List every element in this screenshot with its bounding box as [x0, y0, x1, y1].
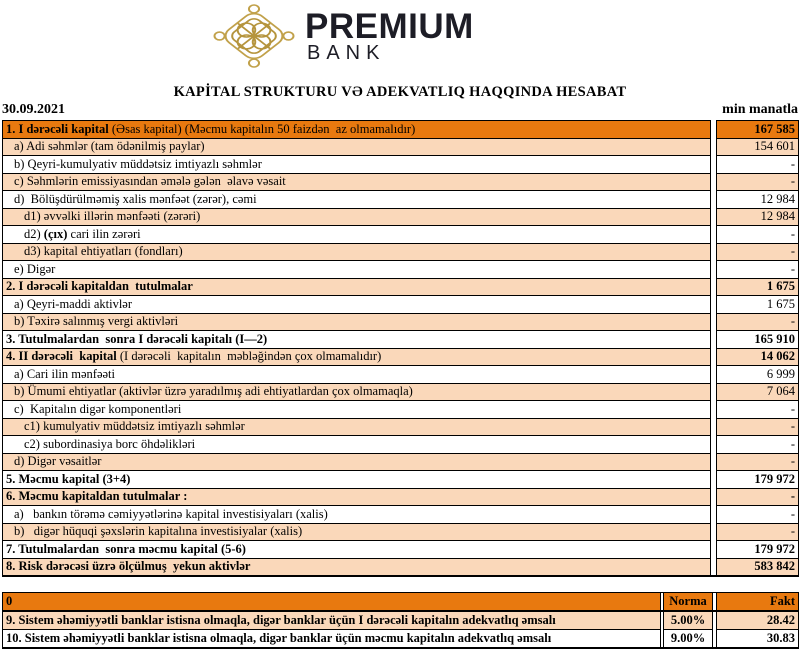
ratio-row-norma: 5.00% [664, 611, 713, 630]
ratio-row-label: 10. Sistem əhəmiyyətli banklar istisna olmaqla, digər banklar üçün məcmu kapitalın adekvatlıq əmsalı [3, 630, 661, 649]
row-value: - [717, 488, 799, 506]
ratio-row-fakt: 30.83 [717, 630, 799, 649]
row-value: 1 675 [717, 278, 799, 296]
table-row [3, 558, 799, 576]
row-label: b) Qeyri-kumulyativ müddətsiz imtiyazlı səhmlər [3, 156, 711, 174]
row-value: - [717, 156, 799, 174]
table-row [3, 278, 799, 296]
table-row [3, 453, 799, 471]
ratio-header-fakt: Fakt [717, 593, 799, 612]
brand-name: PREMIUM [305, 7, 474, 46]
row-label: a) Adi səhmlər (tam ödənilmiş paylar) [3, 138, 711, 156]
table-row [3, 261, 799, 279]
page-title: KAPİTAL STRUKTURU VƏ ADEKVATLIQ HAQQINDA HESABAT [173, 84, 627, 100]
ratio-header-label: 0 [3, 593, 661, 612]
table-row [3, 348, 799, 366]
table-row [3, 121, 799, 139]
row-label: c1) kumulyativ müddətsiz imtiyazlı səhmlər [3, 418, 711, 436]
row-value: - [717, 506, 799, 524]
row-label: 3. Tutulmalardan sonra I dərəcəli kapitalı (I—2) [3, 331, 711, 349]
adequacy-ratio-table [2, 592, 799, 649]
table-row [3, 523, 799, 541]
row-label: d) Digər vəsaitlər [3, 453, 711, 471]
row-label: b) digər hüquqi şəxslərin kapitalına investisiyalar (xalis) [3, 523, 711, 541]
row-label: a) Qeyri-maddi aktivlər [3, 296, 711, 314]
row-value: 12 984 [717, 208, 799, 226]
row-label: 6. Məcmu kapitaldan tutulmalar : [3, 488, 711, 506]
table-row [3, 541, 799, 559]
capital-structure-table [2, 120, 799, 577]
table-row [3, 191, 799, 209]
table-row [3, 401, 799, 419]
row-label: d3) kapital ehtiyatları (fondları) [3, 243, 711, 261]
row-value: 583 842 [717, 558, 799, 576]
row-value: 154 601 [717, 138, 799, 156]
row-value: - [717, 226, 799, 244]
table-row [3, 418, 799, 436]
table-row [3, 366, 799, 384]
row-value: - [717, 261, 799, 279]
row-label: d2) (çıx) cari ilin zərəri [3, 226, 711, 244]
report-date: 30.09.2021 [2, 102, 65, 117]
row-value: 12 984 [717, 191, 799, 209]
row-label: b) Təxirə salınmış vergi aktivləri [3, 313, 711, 331]
row-label: b) Ümumi ehtiyatlar (aktivlər üzrə yaradılmış adi ehtiyatlardan çox olmamaqla) [3, 383, 711, 401]
row-value: 179 972 [717, 541, 799, 559]
table-row [3, 383, 799, 401]
table-row [3, 156, 799, 174]
row-label: 4. II dərəcəli kapital (I dərəcəli kapitalın məbləğindən çox olmamalıdır) [3, 348, 711, 366]
table-row [3, 471, 799, 489]
row-value: 14 062 [717, 348, 799, 366]
ratio-header-norma: Norma [664, 593, 713, 612]
bank-emblem-icon [212, 3, 296, 69]
table-row [3, 488, 799, 506]
row-label: e) Digər [3, 261, 711, 279]
row-label: 5. Məcmu kapital (3+4) [3, 471, 711, 489]
table-row [3, 313, 799, 331]
row-value: 179 972 [717, 471, 799, 489]
table-row [3, 173, 799, 191]
row-label: 1. I dərəcəli kapital (Əsas kapital) (Məcmu kapitalın 50 faizdən az olmamalıdır) [3, 121, 711, 139]
bank-logo-text [305, 3, 474, 64]
table-row [3, 296, 799, 314]
brand-subtitle: BANK [307, 42, 386, 64]
ratio-row [3, 630, 799, 649]
meta-row [2, 102, 798, 118]
table-row [3, 506, 799, 524]
row-label: a) bankın törəmə cəmiyyətlərinə kapital investisiyaları (xalis) [3, 506, 711, 524]
row-label: c2) subordinasiya borc öhdəlikləri [3, 436, 711, 454]
row-label: 8. Risk dərəcəsi üzrə ölçülmuş yekun aktivlər [3, 558, 711, 576]
row-value: - [717, 436, 799, 454]
row-value: - [717, 418, 799, 436]
row-label: d) Bölüşdürülməmiş xalis mənfəət (zərər), cəmi [3, 191, 711, 209]
unit-label: min manatla [722, 102, 798, 117]
row-label: d1) əvvəlki illərin mənfəəti (zərəri) [3, 208, 711, 226]
row-label: c) Səhmlərin emissiyasından əmələ gələn əlavə vəsait [3, 173, 711, 191]
table-row [3, 436, 799, 454]
ratio-row-label: 9. Sistem əhəmiyyətli banklar istisna olmaqla, digər banklar üçün I dərəcəli kapitalın adekvatlıq əmsalı [3, 611, 661, 630]
row-value: - [717, 243, 799, 261]
ratio-row [3, 611, 799, 630]
row-value: 6 999 [717, 366, 799, 384]
row-value: - [717, 313, 799, 331]
row-label: 7. Tutulmalardan sonra məcmu kapital (5-6) [3, 541, 711, 559]
row-value: 167 585 [717, 121, 799, 139]
row-label: 2. I dərəcəli kapitaldan tutulmalar [3, 278, 711, 296]
table-row [3, 243, 799, 261]
row-label: c) Kapitalın digər komponentləri [3, 401, 711, 419]
ratio-header-row [3, 593, 799, 612]
row-value: - [717, 523, 799, 541]
report-header [0, 3, 800, 118]
bank-logo [212, 3, 800, 73]
row-value: - [717, 401, 799, 419]
ratio-row-norma: 9.00% [664, 630, 713, 649]
table-row [3, 208, 799, 226]
row-value: - [717, 173, 799, 191]
row-value: 165 910 [717, 331, 799, 349]
table-row [3, 138, 799, 156]
row-value: - [717, 453, 799, 471]
table-row [3, 226, 799, 244]
row-value: 7 064 [717, 383, 799, 401]
row-label: a) Cari ilin mənfəəti [3, 366, 711, 384]
row-value: 1 675 [717, 296, 799, 314]
table-row [3, 331, 799, 349]
ratio-row-fakt: 28.42 [717, 611, 799, 630]
